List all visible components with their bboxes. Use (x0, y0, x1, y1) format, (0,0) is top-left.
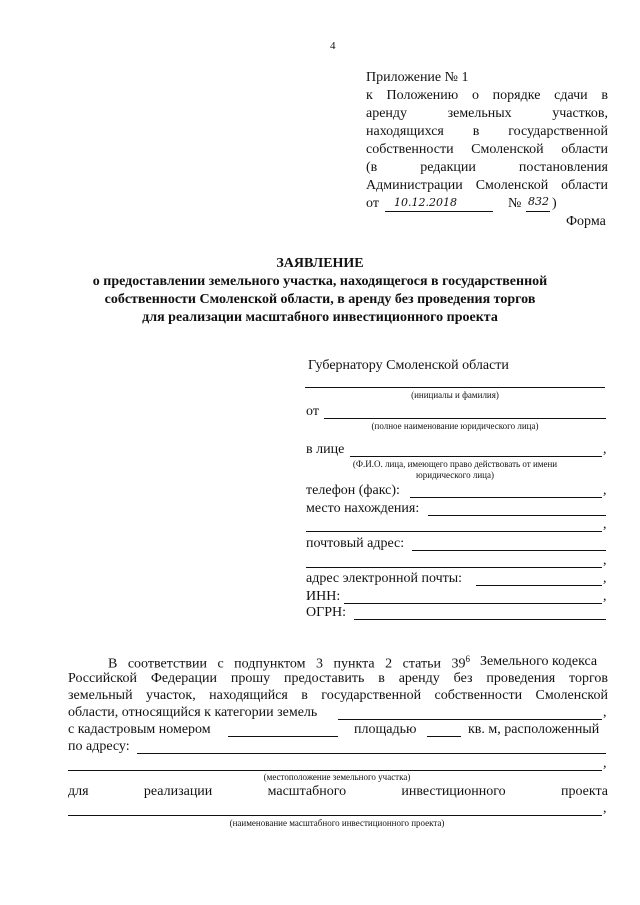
appendix-line: находящихся в государственной (366, 124, 608, 139)
location-label: место нахождения: (306, 501, 420, 516)
body-line: Российской Федерации прошу предоставить в аренду без проведения торгов (68, 671, 608, 686)
area-line (427, 736, 461, 737)
location-line-2 (306, 531, 602, 532)
person-line (350, 456, 602, 457)
phone-line (410, 497, 602, 498)
category-line (338, 719, 602, 720)
number-underline (526, 211, 550, 212)
purpose-word: инвестиционного (401, 784, 506, 799)
appendix-line: собственности Смоленской области (366, 142, 608, 157)
comma: , (603, 801, 607, 816)
appendix-line: к Положению о порядке сдачи в (366, 88, 608, 103)
postal-line (412, 550, 606, 551)
comma: , (603, 756, 607, 771)
person-caption: юридического лица) (416, 470, 494, 480)
date-underline (385, 211, 493, 212)
comma: , (603, 589, 607, 604)
project-line (68, 815, 602, 816)
person-caption: (Ф.И.О. лица, имеющего право действовать от имени (352, 459, 558, 469)
form-label: Форма (566, 214, 606, 229)
postal-label: почтовый адрес: (306, 536, 405, 551)
ogrn-line (354, 619, 606, 620)
purpose-line (68, 784, 608, 800)
date-value: 10.12.2018 (394, 196, 457, 209)
inn-label: ИНН: (306, 589, 341, 604)
purpose-word: масштабного (267, 784, 347, 799)
body-line: области, относящийся к категории земель (68, 705, 318, 720)
appendix-title: Приложение № 1 (366, 70, 469, 85)
appendix-line: Администрации Смоленской области (366, 178, 608, 193)
addressee-to: Губернатору Смоленской области (308, 358, 509, 373)
close-paren: ) (552, 196, 557, 211)
unit-label: кв. м, расположенный (468, 722, 600, 737)
appendix-line: (в редакции постановления (366, 160, 608, 175)
appendix-line: аренду земельных участков, (366, 106, 608, 121)
document-subtitle-line: собственности Смоленской области, в аренду без проведения торгов (104, 292, 536, 307)
in-person-label: в лице (306, 442, 345, 457)
comma: , (603, 705, 607, 720)
purpose-word: для (68, 784, 89, 799)
document-subtitle-line: для реализации масштабного инвестиционного проекта (142, 310, 498, 325)
phone-label: телефон (факс): (306, 483, 400, 498)
comma: , (603, 571, 607, 586)
address-line-2 (68, 770, 602, 771)
from-label: от (306, 404, 319, 419)
cadastral-label: с кадастровым номером (68, 722, 211, 737)
email-line (476, 585, 602, 586)
address-label: по адресу: (68, 739, 130, 754)
document-title: ЗАЯВЛЕНИЕ (276, 256, 364, 271)
comma: , (603, 553, 607, 568)
number-value: 832 (528, 195, 549, 208)
email-label: адрес электронной почты: (306, 571, 463, 586)
location-line (428, 515, 606, 516)
page-number: 4 (330, 40, 336, 52)
area-label: площадью (354, 722, 417, 737)
legal-name-line (324, 418, 606, 419)
comma: , (603, 517, 607, 532)
project-caption: (наименование масштабного инвестиционного проекта) (229, 818, 445, 828)
location-caption: (местоположение земельного участка) (263, 772, 411, 782)
postal-line-2 (306, 567, 602, 568)
legal-name-caption: (полное наименование юридического лица) (371, 421, 539, 431)
purpose-word: проекта (560, 784, 608, 799)
superscript: 6 (465, 654, 470, 664)
cadastral-line (228, 736, 338, 737)
comma: , (603, 483, 607, 498)
inn-line (344, 603, 602, 604)
date-prefix: от (366, 196, 379, 211)
body-line: земельный участок, находящийся в государственной собственности Смоленской (68, 688, 608, 703)
address-line (137, 753, 606, 754)
body-line-tail: Земельного кодекса (480, 654, 598, 669)
ogrn-label: ОГРН: (306, 605, 346, 620)
initials-line (305, 387, 605, 388)
purpose-word: реализации (143, 784, 213, 799)
body-line-first: В соответствии с подпунктом 3 пункта 2 статьи $39^6$ (108, 654, 470, 672)
document-subtitle-line: о предоставлении земельного участка, находящегося в государственной (92, 274, 548, 289)
comma: , (603, 442, 607, 457)
number-prefix: № (508, 196, 522, 211)
initials-caption: (инициалы и фамилия) (411, 390, 499, 400)
